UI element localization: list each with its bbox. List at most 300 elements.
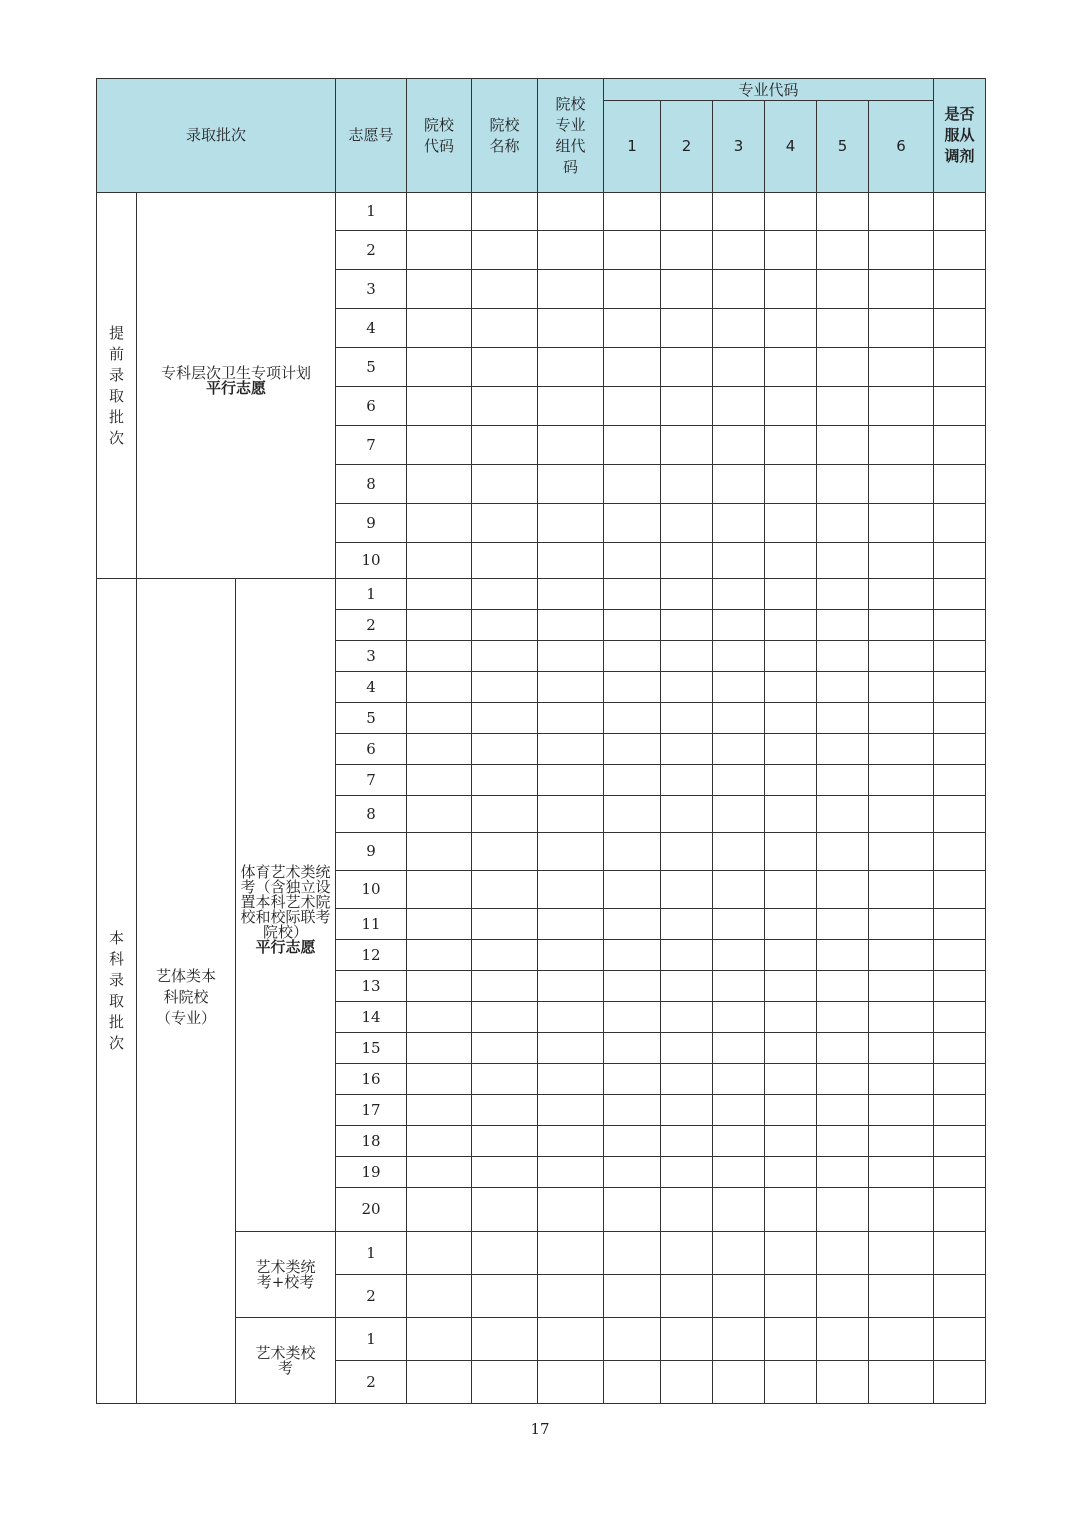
early-input-cell[interactable] [407, 270, 472, 309]
undergrad-input-cell[interactable] [817, 1188, 869, 1232]
early-input-cell[interactable] [817, 543, 869, 579]
undergrad-input-cell[interactable] [713, 940, 765, 971]
early-input-cell[interactable] [538, 387, 604, 426]
undergrad-input-cell[interactable] [472, 672, 538, 703]
undergrad-input-cell[interactable] [538, 579, 604, 610]
early-input-cell[interactable] [713, 543, 765, 579]
early-input-cell[interactable] [713, 387, 765, 426]
undergrad-input-cell[interactable] [817, 1361, 869, 1404]
undergrad-input-cell[interactable] [934, 672, 986, 703]
early-input-cell[interactable] [713, 270, 765, 309]
undergrad-input-cell[interactable] [934, 871, 986, 909]
undergrad-input-cell[interactable] [817, 610, 869, 641]
undergrad-input-cell[interactable] [604, 1095, 661, 1126]
undergrad-input-cell[interactable] [661, 579, 713, 610]
undergrad-input-cell[interactable] [604, 1126, 661, 1157]
undergrad-input-cell[interactable] [661, 1157, 713, 1188]
undergrad-input-cell[interactable] [538, 1188, 604, 1232]
undergrad-input-cell[interactable] [472, 1157, 538, 1188]
undergrad-input-cell[interactable] [661, 871, 713, 909]
undergrad-input-cell[interactable] [472, 703, 538, 734]
undergrad-input-cell[interactable] [713, 610, 765, 641]
undergrad-input-cell[interactable] [869, 641, 934, 672]
early-input-cell[interactable] [604, 465, 661, 504]
early-input-cell[interactable] [538, 231, 604, 270]
undergrad-input-cell[interactable] [869, 796, 934, 833]
early-input-cell[interactable] [604, 348, 661, 387]
early-input-cell[interactable] [538, 193, 604, 231]
early-input-cell[interactable] [407, 348, 472, 387]
early-input-cell[interactable] [407, 543, 472, 579]
undergrad-input-cell[interactable] [765, 796, 817, 833]
undergrad-input-cell[interactable] [604, 1318, 661, 1361]
undergrad-input-cell[interactable] [604, 610, 661, 641]
undergrad-input-cell[interactable] [817, 871, 869, 909]
undergrad-input-cell[interactable] [713, 641, 765, 672]
early-input-cell[interactable] [604, 270, 661, 309]
undergrad-input-cell[interactable] [869, 1095, 934, 1126]
undergrad-input-cell[interactable] [817, 940, 869, 971]
undergrad-input-cell[interactable] [538, 1033, 604, 1064]
early-input-cell[interactable] [869, 348, 934, 387]
early-input-cell[interactable] [407, 504, 472, 543]
early-input-cell[interactable] [538, 309, 604, 348]
undergrad-input-cell[interactable] [765, 1275, 817, 1318]
early-input-cell[interactable] [934, 348, 986, 387]
undergrad-input-cell[interactable] [407, 579, 472, 610]
undergrad-input-cell[interactable] [407, 672, 472, 703]
undergrad-input-cell[interactable] [661, 909, 713, 940]
undergrad-input-cell[interactable] [713, 1002, 765, 1033]
undergrad-input-cell[interactable] [472, 1002, 538, 1033]
undergrad-input-cell[interactable] [661, 833, 713, 871]
early-input-cell[interactable] [869, 504, 934, 543]
early-input-cell[interactable] [604, 193, 661, 231]
undergrad-input-cell[interactable] [765, 703, 817, 734]
early-input-cell[interactable] [661, 231, 713, 270]
undergrad-input-cell[interactable] [538, 971, 604, 1002]
undergrad-input-cell[interactable] [661, 1361, 713, 1404]
early-input-cell[interactable] [407, 465, 472, 504]
undergrad-input-cell[interactable] [538, 1275, 604, 1318]
undergrad-input-cell[interactable] [934, 765, 986, 796]
undergrad-input-cell[interactable] [765, 1033, 817, 1064]
undergrad-input-cell[interactable] [869, 871, 934, 909]
undergrad-input-cell[interactable] [407, 1232, 472, 1275]
undergrad-input-cell[interactable] [538, 703, 604, 734]
undergrad-input-cell[interactable] [713, 1275, 765, 1318]
undergrad-input-cell[interactable] [407, 1064, 472, 1095]
undergrad-input-cell[interactable] [713, 909, 765, 940]
undergrad-input-cell[interactable] [538, 610, 604, 641]
undergrad-input-cell[interactable] [934, 909, 986, 940]
undergrad-input-cell[interactable] [713, 1157, 765, 1188]
undergrad-input-cell[interactable] [661, 940, 713, 971]
undergrad-input-cell[interactable] [817, 971, 869, 1002]
undergrad-input-cell[interactable] [604, 1033, 661, 1064]
undergrad-input-cell[interactable] [472, 1232, 538, 1275]
undergrad-input-cell[interactable] [472, 734, 538, 765]
undergrad-input-cell[interactable] [472, 940, 538, 971]
undergrad-input-cell[interactable] [407, 703, 472, 734]
undergrad-input-cell[interactable] [713, 1033, 765, 1064]
undergrad-input-cell[interactable] [604, 734, 661, 765]
early-input-cell[interactable] [472, 465, 538, 504]
undergrad-input-cell[interactable] [538, 1157, 604, 1188]
early-input-cell[interactable] [661, 309, 713, 348]
early-input-cell[interactable] [934, 504, 986, 543]
undergrad-input-cell[interactable] [869, 909, 934, 940]
undergrad-input-cell[interactable] [817, 734, 869, 765]
undergrad-input-cell[interactable] [407, 1033, 472, 1064]
early-input-cell[interactable] [765, 231, 817, 270]
undergrad-input-cell[interactable] [472, 871, 538, 909]
undergrad-input-cell[interactable] [817, 579, 869, 610]
undergrad-input-cell[interactable] [817, 1318, 869, 1361]
undergrad-input-cell[interactable] [869, 579, 934, 610]
early-input-cell[interactable] [472, 426, 538, 465]
early-input-cell[interactable] [869, 543, 934, 579]
undergrad-input-cell[interactable] [765, 940, 817, 971]
undergrad-input-cell[interactable] [472, 579, 538, 610]
undergrad-input-cell[interactable] [765, 672, 817, 703]
undergrad-input-cell[interactable] [538, 1361, 604, 1404]
undergrad-input-cell[interactable] [538, 641, 604, 672]
undergrad-input-cell[interactable] [934, 1064, 986, 1095]
undergrad-input-cell[interactable] [661, 971, 713, 1002]
undergrad-input-cell[interactable] [538, 672, 604, 703]
early-input-cell[interactable] [869, 270, 934, 309]
undergrad-input-cell[interactable] [407, 871, 472, 909]
undergrad-input-cell[interactable] [661, 703, 713, 734]
early-input-cell[interactable] [934, 309, 986, 348]
early-input-cell[interactable] [538, 270, 604, 309]
undergrad-input-cell[interactable] [472, 1361, 538, 1404]
undergrad-input-cell[interactable] [765, 1232, 817, 1275]
early-input-cell[interactable] [869, 387, 934, 426]
undergrad-input-cell[interactable] [407, 1095, 472, 1126]
early-input-cell[interactable] [661, 465, 713, 504]
undergrad-input-cell[interactable] [407, 641, 472, 672]
undergrad-input-cell[interactable] [934, 734, 986, 765]
undergrad-input-cell[interactable] [407, 1157, 472, 1188]
undergrad-input-cell[interactable] [538, 765, 604, 796]
early-input-cell[interactable] [604, 426, 661, 465]
undergrad-input-cell[interactable] [407, 971, 472, 1002]
undergrad-input-cell[interactable] [765, 833, 817, 871]
undergrad-input-cell[interactable] [869, 1275, 934, 1318]
early-input-cell[interactable] [765, 270, 817, 309]
early-input-cell[interactable] [765, 504, 817, 543]
undergrad-input-cell[interactable] [765, 971, 817, 1002]
undergrad-input-cell[interactable] [604, 1361, 661, 1404]
undergrad-input-cell[interactable] [817, 1232, 869, 1275]
undergrad-input-cell[interactable] [765, 610, 817, 641]
early-input-cell[interactable] [407, 309, 472, 348]
undergrad-input-cell[interactable] [472, 1275, 538, 1318]
undergrad-input-cell[interactable] [817, 1157, 869, 1188]
early-input-cell[interactable] [472, 348, 538, 387]
undergrad-input-cell[interactable] [934, 1188, 986, 1232]
undergrad-input-cell[interactable] [765, 1126, 817, 1157]
early-input-cell[interactable] [934, 387, 986, 426]
undergrad-input-cell[interactable] [713, 796, 765, 833]
early-input-cell[interactable] [869, 426, 934, 465]
undergrad-input-cell[interactable] [472, 1188, 538, 1232]
undergrad-input-cell[interactable] [661, 1318, 713, 1361]
undergrad-input-cell[interactable] [538, 1095, 604, 1126]
undergrad-input-cell[interactable] [713, 871, 765, 909]
early-input-cell[interactable] [407, 387, 472, 426]
undergrad-input-cell[interactable] [472, 1126, 538, 1157]
undergrad-input-cell[interactable] [934, 940, 986, 971]
undergrad-input-cell[interactable] [713, 579, 765, 610]
undergrad-input-cell[interactable] [713, 833, 765, 871]
early-input-cell[interactable] [472, 543, 538, 579]
undergrad-input-cell[interactable] [604, 971, 661, 1002]
undergrad-input-cell[interactable] [604, 871, 661, 909]
early-input-cell[interactable] [538, 465, 604, 504]
undergrad-input-cell[interactable] [713, 1318, 765, 1361]
undergrad-input-cell[interactable] [934, 1095, 986, 1126]
early-input-cell[interactable] [713, 193, 765, 231]
undergrad-input-cell[interactable] [407, 833, 472, 871]
undergrad-input-cell[interactable] [869, 971, 934, 1002]
undergrad-input-cell[interactable] [713, 1232, 765, 1275]
undergrad-input-cell[interactable] [661, 1275, 713, 1318]
early-input-cell[interactable] [407, 426, 472, 465]
undergrad-input-cell[interactable] [817, 641, 869, 672]
undergrad-input-cell[interactable] [869, 1157, 934, 1188]
early-input-cell[interactable] [713, 504, 765, 543]
undergrad-input-cell[interactable] [869, 610, 934, 641]
early-input-cell[interactable] [538, 543, 604, 579]
undergrad-input-cell[interactable] [765, 909, 817, 940]
undergrad-input-cell[interactable] [817, 672, 869, 703]
undergrad-input-cell[interactable] [604, 703, 661, 734]
undergrad-input-cell[interactable] [407, 610, 472, 641]
undergrad-input-cell[interactable] [472, 833, 538, 871]
undergrad-input-cell[interactable] [869, 1002, 934, 1033]
undergrad-input-cell[interactable] [869, 765, 934, 796]
undergrad-input-cell[interactable] [604, 909, 661, 940]
undergrad-input-cell[interactable] [472, 765, 538, 796]
undergrad-input-cell[interactable] [661, 1064, 713, 1095]
undergrad-input-cell[interactable] [472, 1318, 538, 1361]
undergrad-input-cell[interactable] [765, 1064, 817, 1095]
undergrad-input-cell[interactable] [661, 765, 713, 796]
undergrad-input-cell[interactable] [604, 1064, 661, 1095]
undergrad-input-cell[interactable] [869, 1033, 934, 1064]
undergrad-input-cell[interactable] [661, 1126, 713, 1157]
undergrad-input-cell[interactable] [713, 703, 765, 734]
undergrad-input-cell[interactable] [661, 1232, 713, 1275]
undergrad-input-cell[interactable] [765, 1318, 817, 1361]
early-input-cell[interactable] [661, 543, 713, 579]
undergrad-input-cell[interactable] [661, 610, 713, 641]
undergrad-input-cell[interactable] [934, 796, 986, 833]
early-input-cell[interactable] [713, 465, 765, 504]
early-input-cell[interactable] [765, 348, 817, 387]
undergrad-input-cell[interactable] [407, 734, 472, 765]
undergrad-input-cell[interactable] [934, 610, 986, 641]
early-input-cell[interactable] [661, 270, 713, 309]
early-input-cell[interactable] [934, 543, 986, 579]
undergrad-input-cell[interactable] [538, 796, 604, 833]
undergrad-input-cell[interactable] [934, 1002, 986, 1033]
undergrad-input-cell[interactable] [765, 1188, 817, 1232]
undergrad-input-cell[interactable] [934, 833, 986, 871]
undergrad-input-cell[interactable] [407, 909, 472, 940]
early-input-cell[interactable] [472, 231, 538, 270]
early-input-cell[interactable] [538, 504, 604, 543]
early-input-cell[interactable] [661, 193, 713, 231]
early-input-cell[interactable] [472, 387, 538, 426]
undergrad-input-cell[interactable] [604, 1232, 661, 1275]
undergrad-input-cell[interactable] [934, 971, 986, 1002]
undergrad-input-cell[interactable] [713, 1095, 765, 1126]
undergrad-input-cell[interactable] [934, 1361, 986, 1404]
undergrad-input-cell[interactable] [713, 765, 765, 796]
undergrad-input-cell[interactable] [713, 1361, 765, 1404]
undergrad-input-cell[interactable] [765, 1095, 817, 1126]
undergrad-input-cell[interactable] [472, 1095, 538, 1126]
undergrad-input-cell[interactable] [817, 703, 869, 734]
early-input-cell[interactable] [817, 387, 869, 426]
early-input-cell[interactable] [934, 426, 986, 465]
undergrad-input-cell[interactable] [661, 672, 713, 703]
undergrad-input-cell[interactable] [661, 796, 713, 833]
early-input-cell[interactable] [661, 387, 713, 426]
undergrad-input-cell[interactable] [661, 1002, 713, 1033]
early-input-cell[interactable] [713, 309, 765, 348]
early-input-cell[interactable] [604, 309, 661, 348]
undergrad-input-cell[interactable] [407, 1188, 472, 1232]
undergrad-input-cell[interactable] [472, 909, 538, 940]
undergrad-input-cell[interactable] [472, 641, 538, 672]
undergrad-input-cell[interactable] [538, 940, 604, 971]
undergrad-input-cell[interactable] [869, 1318, 934, 1361]
undergrad-input-cell[interactable] [765, 734, 817, 765]
early-input-cell[interactable] [765, 309, 817, 348]
undergrad-input-cell[interactable] [765, 1361, 817, 1404]
early-input-cell[interactable] [817, 465, 869, 504]
undergrad-input-cell[interactable] [817, 909, 869, 940]
undergrad-input-cell[interactable] [604, 579, 661, 610]
undergrad-input-cell[interactable] [869, 1361, 934, 1404]
undergrad-input-cell[interactable] [934, 1033, 986, 1064]
undergrad-input-cell[interactable] [934, 579, 986, 610]
undergrad-input-cell[interactable] [869, 672, 934, 703]
undergrad-input-cell[interactable] [472, 796, 538, 833]
undergrad-input-cell[interactable] [472, 610, 538, 641]
undergrad-input-cell[interactable] [538, 909, 604, 940]
undergrad-input-cell[interactable] [817, 1002, 869, 1033]
early-input-cell[interactable] [934, 231, 986, 270]
early-input-cell[interactable] [765, 387, 817, 426]
undergrad-input-cell[interactable] [538, 1318, 604, 1361]
undergrad-input-cell[interactable] [934, 703, 986, 734]
undergrad-input-cell[interactable] [538, 833, 604, 871]
undergrad-input-cell[interactable] [713, 971, 765, 1002]
undergrad-input-cell[interactable] [817, 1126, 869, 1157]
undergrad-input-cell[interactable] [869, 1126, 934, 1157]
undergrad-input-cell[interactable] [538, 871, 604, 909]
early-input-cell[interactable] [765, 193, 817, 231]
early-input-cell[interactable] [713, 231, 765, 270]
early-input-cell[interactable] [765, 426, 817, 465]
early-input-cell[interactable] [538, 426, 604, 465]
early-input-cell[interactable] [817, 270, 869, 309]
undergrad-input-cell[interactable] [817, 1033, 869, 1064]
undergrad-input-cell[interactable] [407, 1361, 472, 1404]
early-input-cell[interactable] [604, 504, 661, 543]
early-input-cell[interactable] [472, 309, 538, 348]
early-input-cell[interactable] [869, 193, 934, 231]
undergrad-input-cell[interactable] [407, 765, 472, 796]
undergrad-input-cell[interactable] [407, 1002, 472, 1033]
early-input-cell[interactable] [869, 465, 934, 504]
undergrad-input-cell[interactable] [934, 1318, 986, 1361]
undergrad-input-cell[interactable] [538, 1126, 604, 1157]
early-input-cell[interactable] [817, 309, 869, 348]
early-input-cell[interactable] [713, 426, 765, 465]
undergrad-input-cell[interactable] [869, 1232, 934, 1275]
undergrad-input-cell[interactable] [407, 1318, 472, 1361]
undergrad-input-cell[interactable] [407, 796, 472, 833]
undergrad-input-cell[interactable] [407, 1275, 472, 1318]
early-input-cell[interactable] [538, 348, 604, 387]
undergrad-input-cell[interactable] [538, 1232, 604, 1275]
undergrad-input-cell[interactable] [934, 1232, 986, 1275]
undergrad-input-cell[interactable] [661, 1033, 713, 1064]
early-input-cell[interactable] [817, 348, 869, 387]
undergrad-input-cell[interactable] [869, 833, 934, 871]
undergrad-input-cell[interactable] [604, 940, 661, 971]
undergrad-input-cell[interactable] [869, 940, 934, 971]
undergrad-input-cell[interactable] [713, 672, 765, 703]
undergrad-input-cell[interactable] [538, 1064, 604, 1095]
undergrad-input-cell[interactable] [604, 1188, 661, 1232]
undergrad-input-cell[interactable] [407, 1126, 472, 1157]
undergrad-input-cell[interactable] [934, 1157, 986, 1188]
undergrad-input-cell[interactable] [604, 1002, 661, 1033]
undergrad-input-cell[interactable] [604, 1275, 661, 1318]
undergrad-input-cell[interactable] [407, 940, 472, 971]
undergrad-input-cell[interactable] [604, 672, 661, 703]
undergrad-input-cell[interactable] [817, 1064, 869, 1095]
early-input-cell[interactable] [817, 193, 869, 231]
undergrad-input-cell[interactable] [869, 1064, 934, 1095]
early-input-cell[interactable] [817, 231, 869, 270]
early-input-cell[interactable] [661, 504, 713, 543]
undergrad-input-cell[interactable] [604, 796, 661, 833]
early-input-cell[interactable] [407, 193, 472, 231]
undergrad-input-cell[interactable] [765, 1002, 817, 1033]
undergrad-input-cell[interactable] [472, 971, 538, 1002]
early-input-cell[interactable] [869, 309, 934, 348]
undergrad-input-cell[interactable] [661, 641, 713, 672]
undergrad-input-cell[interactable] [661, 1095, 713, 1126]
undergrad-input-cell[interactable] [869, 734, 934, 765]
early-input-cell[interactable] [661, 426, 713, 465]
undergrad-input-cell[interactable] [934, 1126, 986, 1157]
undergrad-input-cell[interactable] [765, 871, 817, 909]
undergrad-input-cell[interactable] [817, 1095, 869, 1126]
early-input-cell[interactable] [713, 348, 765, 387]
early-input-cell[interactable] [604, 543, 661, 579]
undergrad-input-cell[interactable] [604, 833, 661, 871]
